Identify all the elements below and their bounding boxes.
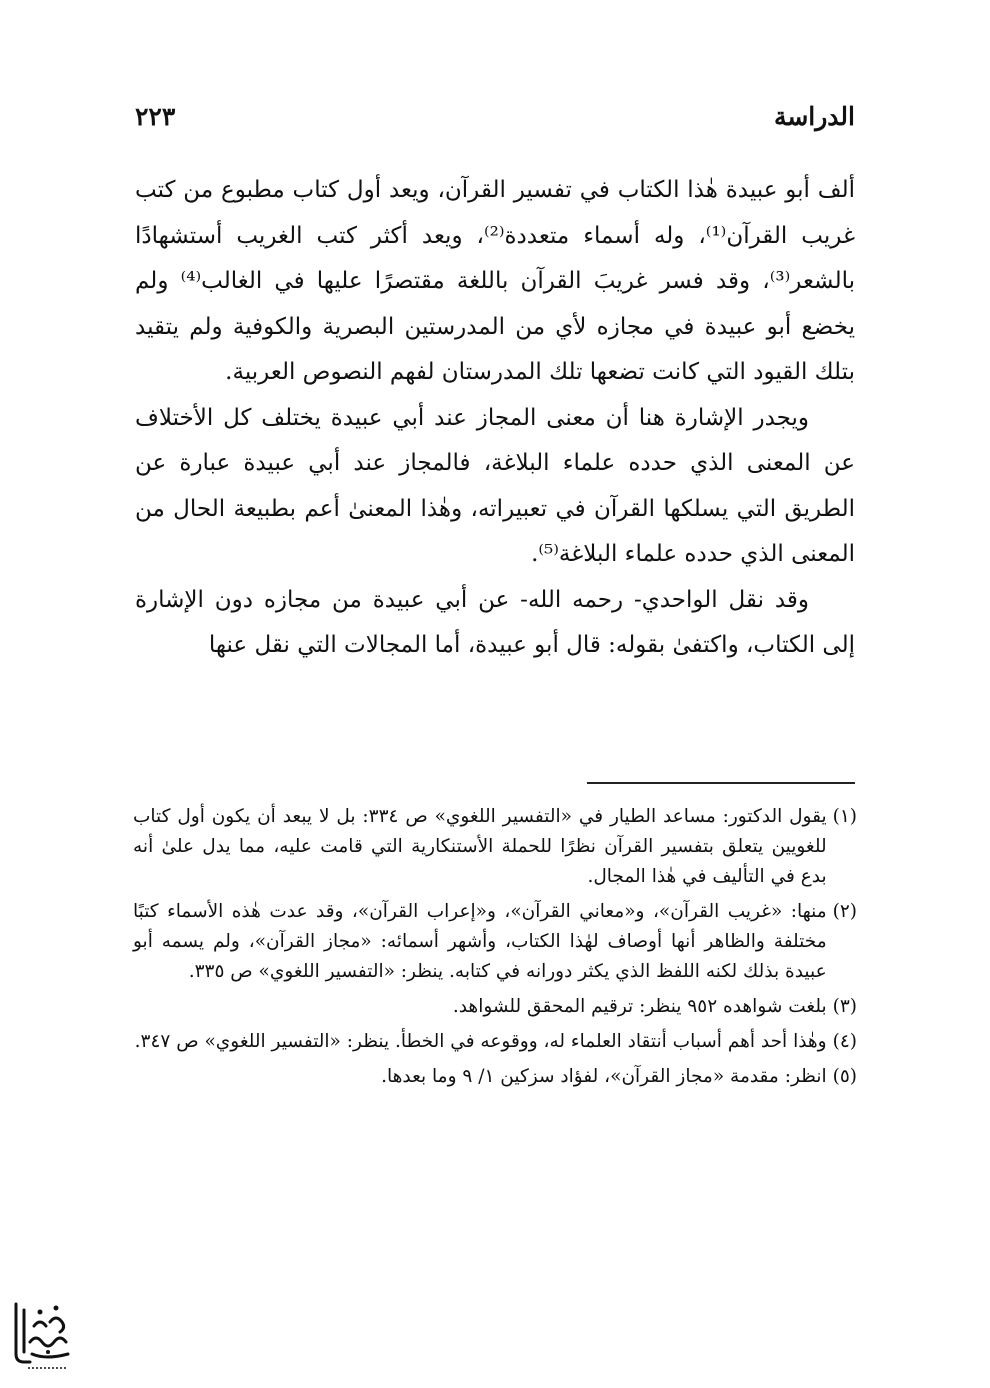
footnote-divider <box>587 782 855 784</box>
page-number: ٢٢٣ <box>135 101 176 131</box>
footnote-number: (٥) <box>832 1066 857 1087</box>
footnote-text: منها: «غريب القرآن»، و«معاني القرآن»، و«إعراب القرآن»، وقد عدت هٰذه الأسماء كتبًا مختلفة والظاهر أنها أوصاف لهٰذا الكتاب، وأشهر أسمائه: «مجاز القرآن»، ولم يسمه أبو عبيدة بذلك لكنه اللفظ الذي يكثر دورانه في كتابه. ينظر: «التفسير اللغوي» ص ٣٣٥. <box>133 901 827 982</box>
body-paragraph: ألف أبو عبيدة هٰذا الكتاب في تفسير القرآن، ويعد أول كتاب مطبوع من كتب غريب القرآن⁽¹⁾، وله أسماء متعددة⁽²⁾، ويعد أكثر كتب الغريب أستشهادًا بالشعر⁽³⁾، وقد فسر غريبَ القرآن باللغة مقتصرًا عليها في الغالب⁽⁴⁾ ولم يخضع أبو عبيدة في مجازه لأي من المدرستين البصرية والكوفية ولم يتقيد بتلك القيود التي كانت تضعها تلك المدرستان لفهم النصوص العربية. <box>135 177 856 385</box>
footnotes <box>133 802 857 1097</box>
footnote-text: وهٰذا أحد أهم أسباب أنتقاد العلماء له، ووقوعه في الخطأ. ينظر: «التفسير اللغوي» ص ٣٤٧. <box>134 1031 827 1052</box>
footnote-number: (٢) <box>832 901 857 922</box>
running-head <box>135 96 855 136</box>
body-paragraph: وقد نقل الواحدي- رحمه الله- عن أبي عبيدة من مجازه دون الإشارة إلى الكتاب، واكتفىٰ بقوله: قال أبو عبيدة، أما المجالات التي نقل عنها <box>135 586 855 658</box>
main-text <box>135 168 855 669</box>
footnote <box>133 802 857 892</box>
calligraphic-logo-icon <box>10 1296 74 1376</box>
footnote <box>133 897 857 987</box>
footnote <box>133 992 857 1022</box>
footnote <box>133 1027 857 1057</box>
footnote-number: (٤) <box>832 1031 857 1052</box>
footnote-text: انظر: مقدمة «مجاز القرآن»، لفؤاد سزكين ١/ ٩ وما بعدها. <box>381 1066 827 1087</box>
section-title: الدراسة <box>773 101 855 131</box>
footnote <box>133 1062 857 1092</box>
footnote-number: (٣) <box>832 996 857 1017</box>
body-paragraph: ويجدر الإشارة هنا أن معنى المجاز عند أبي عبيدة يختلف كل الأختلاف عن المعنى الذي حدده علماء البلاغة، فالمجاز عند أبي عبيدة عبارة عن الطريق التي يسلكها القرآن في تعبيراته، وهٰذا المعنىٰ أعم بطبيعة الحال من المعنى الذي حدده علماء البلاغة⁽⁵⁾. <box>135 404 855 567</box>
footnote-number: (١) <box>832 806 857 827</box>
footnote-text: يقول الدكتور: مساعد الطيار في «التفسير اللغوي» ص ٣٣٤: بل لا يبعد أن يكون أول كتاب للغويين يتعلق بتفسير القرآن نظرًا للحملة الأستنكارية التي قامت عليه، مما يدل علىٰ أنه بدع في التأليف في هٰذا المجال. <box>133 806 827 887</box>
footnote-text: بلغت شواهده ٩٥٢ ينظر: ترقيم المحقق للشواهد. <box>452 996 827 1017</box>
